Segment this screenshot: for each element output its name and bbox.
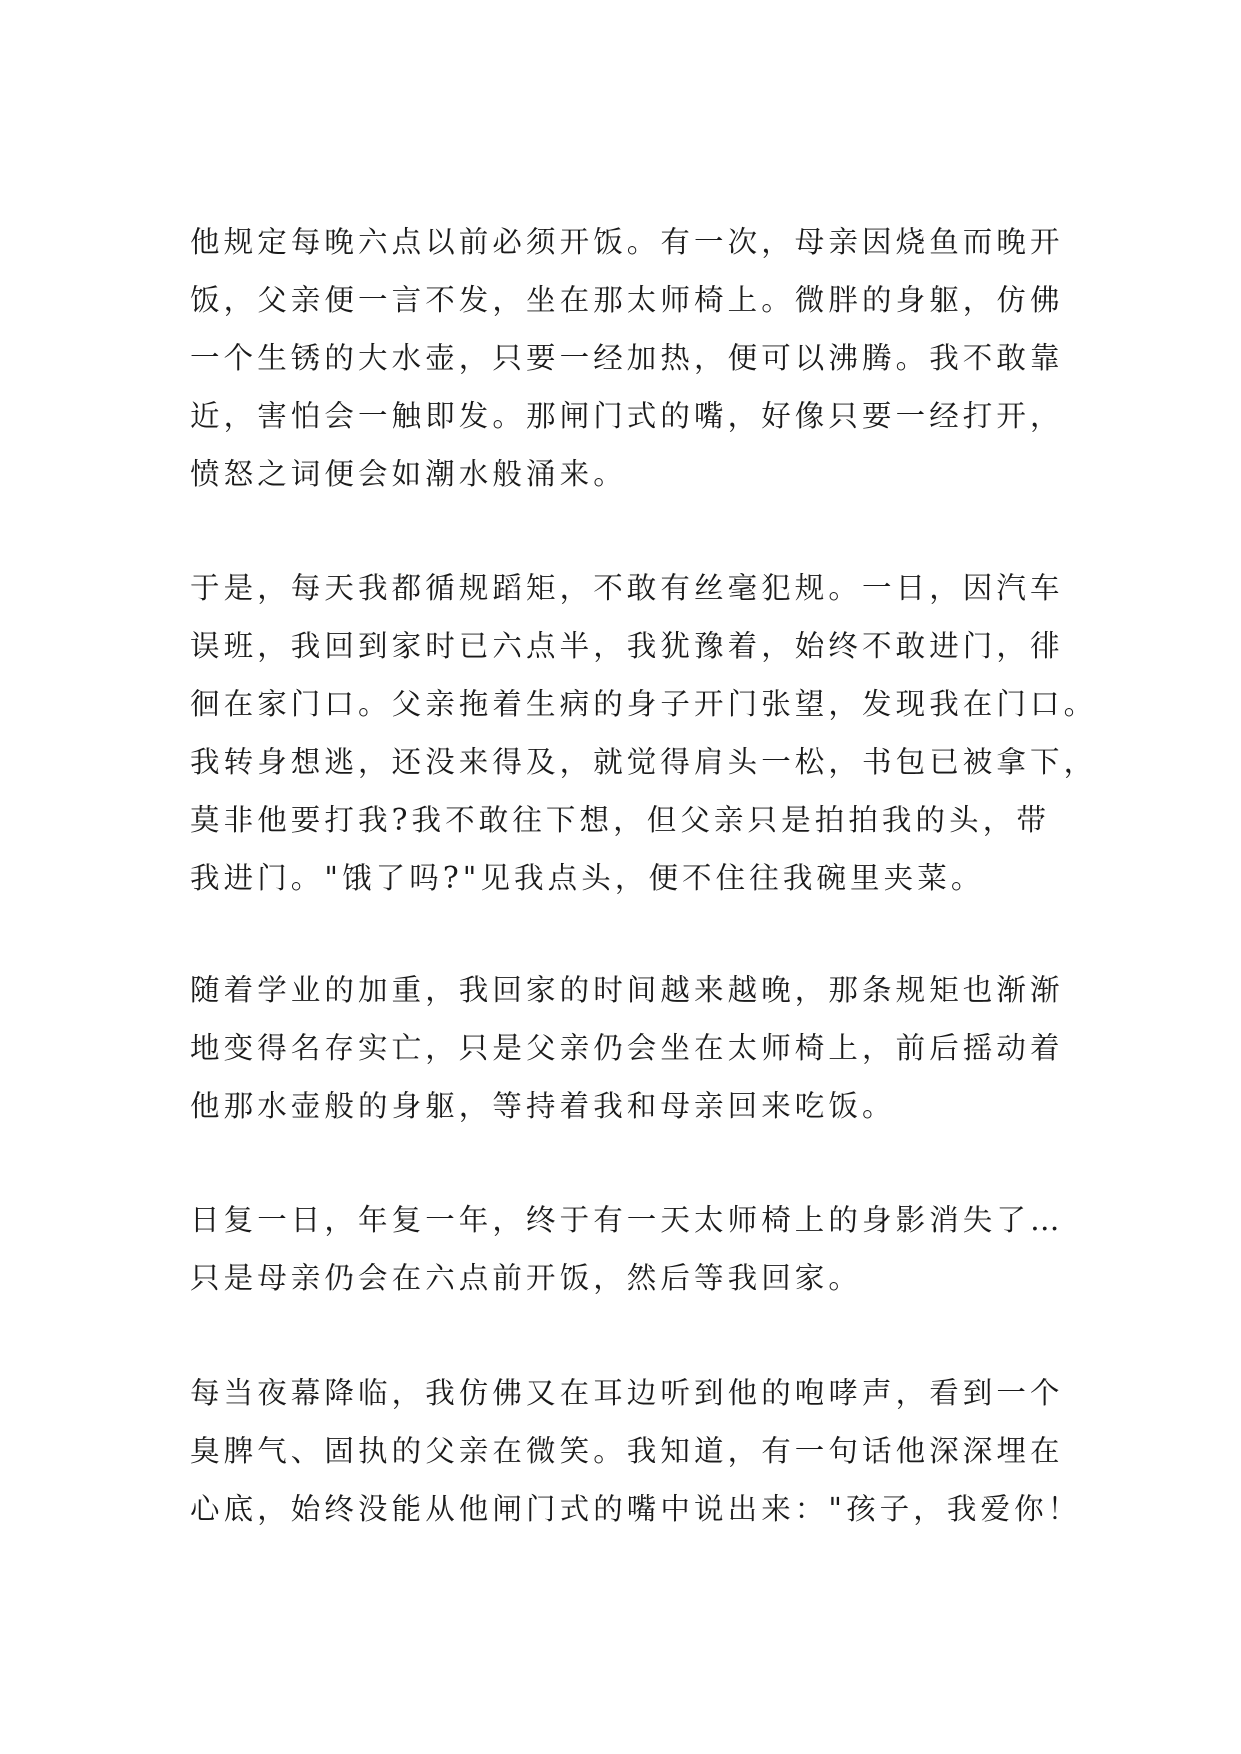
text-line: 他那水壶般的身躯，等持着我和母亲回来吃饭。 [190, 1089, 896, 1123]
text-line: 他规定每晚六点以前必须开饭。有一次，母亲因烧鱼而晚开 [190, 225, 1064, 259]
paragraph-5 [190, 1364, 1082, 1538]
text-line: 饭，父亲便一言不发，坐在那太师椅上。微胖的身躯，仿佛 [190, 283, 1064, 317]
paragraph-2 [190, 559, 1098, 907]
text-line: 臭脾气、固执的父亲在微笑。我知道，有一句话他深深埋在 [190, 1434, 1064, 1468]
text-line: 莫非他要打我?我不敢往下想，但父亲只是拍拍我的头，带 [190, 803, 1050, 837]
text-line: 近，害怕会一触即发。那闸门式的嘴，好像只要一经打开， [190, 399, 1064, 433]
text-line: 每当夜幕降临，我仿佛又在耳边听到他的咆哮声，看到一个 [190, 1376, 1064, 1410]
text-line: 愤怒之词便会如潮水般涌来。 [190, 457, 627, 491]
text-line: 于是，每天我都循规蹈矩，不敢有丝毫犯规。一日，因汽车 [190, 571, 1064, 605]
text-line: 一个生锈的大水壶，只要一经加热，便可以沸腾。我不敢靠 [190, 341, 1064, 375]
text-line: 心底，始终没能从他闸门式的嘴中说出来："孩子，我爱你！ [190, 1492, 1082, 1526]
paragraph-3 [190, 961, 1070, 1135]
paragraph-4 [190, 1191, 1070, 1307]
text-line: 误班，我回到家时已六点半，我犹豫着，始终不敢进门，徘 [190, 629, 1064, 663]
text-line: 随着学业的加重，我回家的时间越来越晚，那条规矩也渐渐 [190, 973, 1064, 1007]
text-line: 日复一日，年复一年，终于有一天太师椅上的身影消失了… [190, 1203, 1064, 1237]
text-line: 我转身想逃，还没来得及，就觉得肩头一松，书包已被拿下， [190, 745, 1098, 779]
text-line: 地变得名存实亡，只是父亲仍会坐在太师椅上，前后摇动着 [190, 1031, 1064, 1065]
text-line: 我进门。"饿了吗?"见我点头，便不住往我碗里夹菜。 [190, 861, 985, 895]
text-line: 徊在家门口。父亲拖着生病的身子开门张望，发现我在门口。 [190, 687, 1098, 721]
text-line: 只是母亲仍会在六点前开饭，然后等我回家。 [190, 1261, 863, 1295]
paragraph-1 [190, 213, 1070, 503]
